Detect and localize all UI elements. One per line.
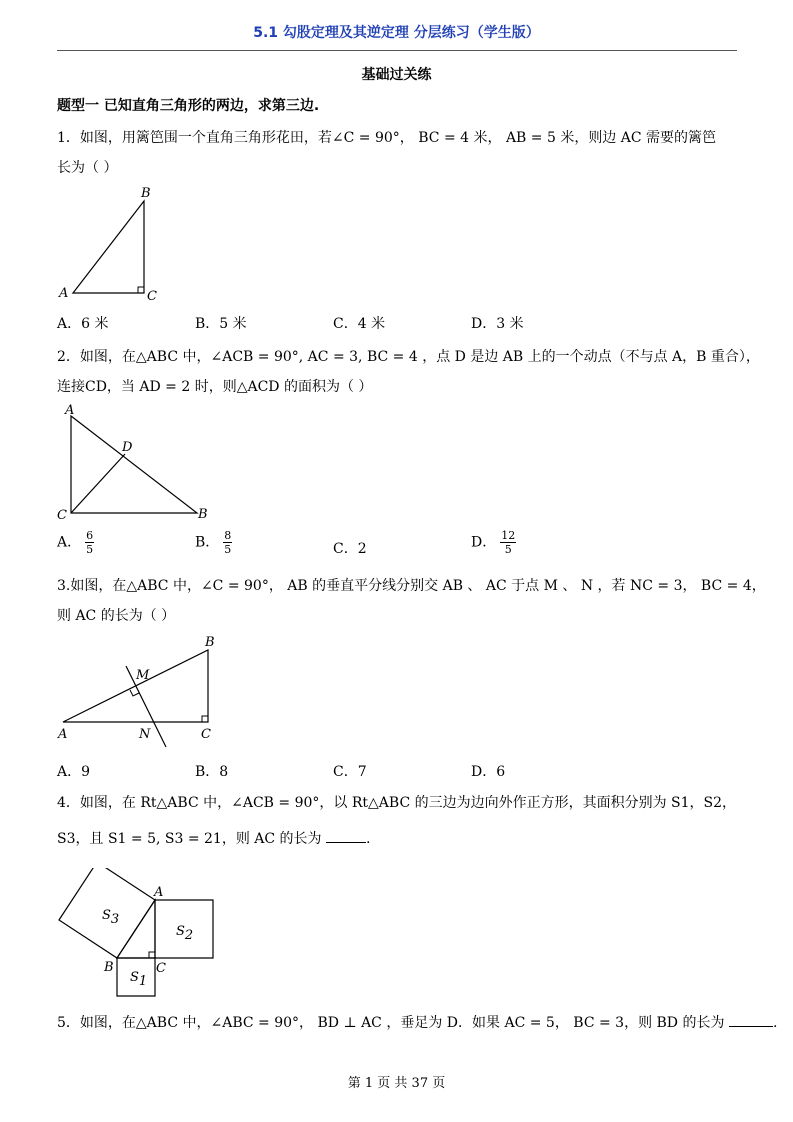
q2-option-a[interactable]: A． $\frac{6}{5}$ (57, 529, 94, 556)
q3-option-c[interactable]: C．7 (333, 764, 367, 780)
page-footer: 第 1 页 共 37 页 (347, 1076, 446, 1091)
q2-triangle (71, 416, 197, 513)
q3-figure (55, 630, 230, 750)
q2-label-D: D (122, 440, 133, 455)
q4-stem-line2: S3，且 S1 = 5, S3 = 21，则 AC 的长为 . (57, 831, 371, 847)
q4-right-angle-mark (149, 952, 155, 958)
q3-option-a[interactable]: A．9 (57, 764, 91, 780)
q3-option-d[interactable]: D．6 (471, 764, 506, 780)
q2-option-c[interactable]: C．2 (333, 541, 367, 557)
q1-stem-line2: 长为（ ） (57, 160, 118, 176)
q1-option-b[interactable]: B．5 米 (195, 316, 247, 332)
q3-option-b[interactable]: B．8 (195, 764, 229, 780)
q3-label-C: C (201, 727, 211, 742)
q1-label-B: B (141, 186, 151, 201)
q5-stem-line1: 5．如图，在△ABC 中，∠ABC = 90°， BD ⊥ AC ，垂足为 D．如果 AC = 5， BC = 3，则 BD 的长为 . (57, 1015, 778, 1031)
q4-label-S1: S1 (130, 970, 148, 989)
q3-stem-line2: 则 AC 的长为（ ） (57, 608, 176, 624)
q1-option-d[interactable]: D．3 米 (471, 316, 524, 332)
q4-label-S2: S2 (176, 924, 194, 943)
q4-label-A: A (154, 885, 164, 900)
q1-stem-line1: 1．如图，用篱笆围一个直角三角形花田，若∠C = 90°， BC = 4 米， AB = 5 米，则边 AC 需要的篱笆 (57, 130, 717, 146)
q3-label-A: A (58, 727, 68, 742)
q2-figure (55, 400, 220, 525)
q4-figure (50, 868, 225, 1000)
q3-stem-line1: 3.如图，在△ABC 中，∠C = 90°， AB 的垂直平分线分别交 AB 、 AC 于点 M 、 N ，若 NC = 3， BC = 4， (57, 578, 766, 594)
q2-segment-CD (71, 454, 125, 513)
q4-stem-line1: 4．如图，在 Rt△ABC 中，∠ACB = 90°，以 Rt△ABC 的三边为边向外作正方形，其面积分别为 S1，S2， (57, 795, 737, 811)
q1-label-C: C (147, 289, 157, 304)
q4-label-B: B (104, 960, 114, 975)
section-title: 基础过关练 (361, 67, 432, 83)
q1-triangle (73, 201, 144, 293)
q1-option-c[interactable]: C．4 米 (333, 316, 386, 332)
q4-label-C: C (156, 961, 166, 976)
q5-answer-blank[interactable] (729, 1026, 773, 1027)
header-divider (57, 50, 737, 51)
q1-right-angle-mark (138, 287, 144, 293)
document-header: 5.1 勾股定理及其逆定理 分层练习（学生版） (253, 25, 540, 41)
q2-option-d[interactable]: D． $\frac{12}{5}$ (471, 529, 516, 556)
q2-stem-line1: 2．如图，在△ABC 中，∠ACB = 90°, AC = 3, BC = 4 ，点 D 是边 AB 上的一个动点（不与点 A，B 重合）， (57, 349, 760, 365)
q3-right-angle-mark-C (202, 716, 208, 722)
question-type-heading: 题型一 已知直角三角形的两边，求第三边. (57, 98, 320, 114)
q2-label-C: C (57, 508, 67, 523)
q1-option-a[interactable]: A．6 米 (57, 316, 109, 332)
q2-option-b[interactable]: B． $\frac{8}{5}$ (195, 529, 232, 556)
q1-label-A: A (59, 286, 69, 301)
q4-answer-blank[interactable] (326, 842, 366, 843)
q3-label-M: M (136, 668, 150, 683)
q3-label-B: B (205, 635, 215, 650)
q2-stem-line2: 连接CD，当 AD = 2 时，则△ACD 的面积为（ ） (57, 379, 373, 395)
q2-label-B: B (198, 507, 208, 522)
q3-label-N: N (139, 727, 151, 742)
q2-label-A: A (65, 403, 75, 418)
q1-figure (55, 183, 175, 305)
q4-label-S3: S3 (102, 908, 120, 927)
